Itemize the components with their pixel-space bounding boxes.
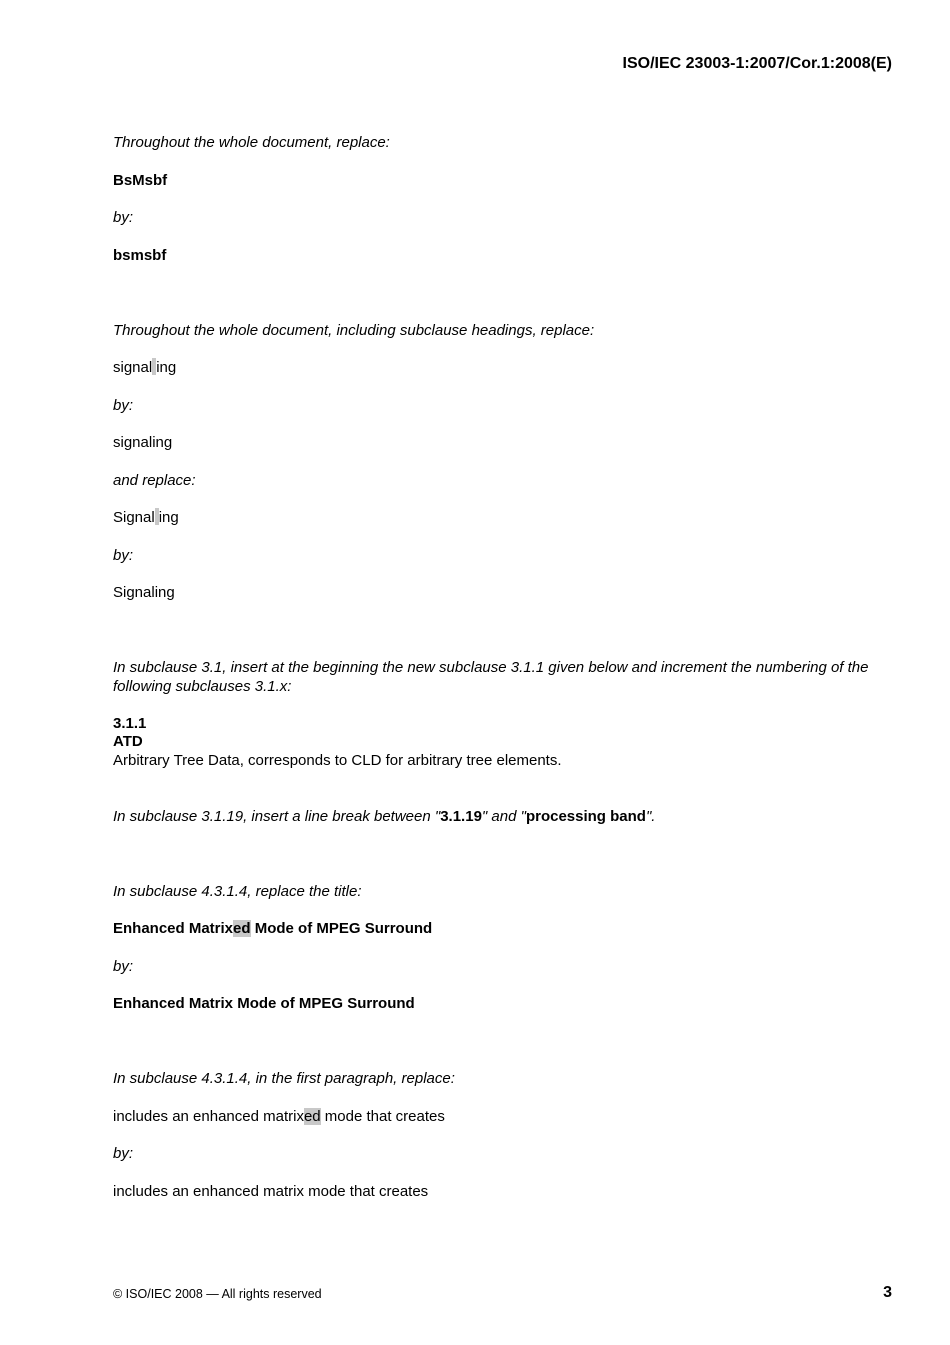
s4-mid: " and " — [481, 808, 526, 825]
s5-new-title: Enhanced Matrix Mode of MPEG Surround — [113, 995, 415, 1012]
s6-new-text: includes an enhanced matrix mode that creates — [113, 1183, 429, 1200]
s3-instruction: In subclause 3.1, insert at the beginning the new subclause 3.1.1 given below and increment the numbering of the following subclauses 3.1.x: — [113, 659, 869, 695]
s1-instruction: Throughout the whole document, replace: — [113, 134, 390, 151]
s6-old-part-a: includes an enhanced matrix — [113, 1108, 304, 1125]
s1-new-text: bsmsbf — [113, 247, 167, 264]
s3-subclause-number: 3.1.1 — [113, 715, 147, 732]
page-number: 3 — [883, 1284, 892, 1301]
s3-definition: Arbitrary Tree Data, corresponds to CLD for arbitrary tree elements. — [113, 752, 562, 769]
s4-pre: In subclause 3.1.19, insert a line break between " — [113, 808, 441, 825]
s4-bold-2: processing band — [525, 808, 646, 825]
s2-new-text-2: Signaling — [113, 584, 175, 601]
s2-and-replace: and replace: — [113, 472, 196, 489]
s2-old-text-2 — [113, 508, 179, 527]
s6-old-highlight: ed — [303, 1108, 321, 1125]
s5-old-part-a: Enhanced Matrix — [113, 920, 234, 937]
s6-by: by: — [113, 1145, 134, 1162]
s2-instruction: Throughout the whole document, including subclause headings, replace: — [113, 322, 595, 339]
s3-term: ATD — [113, 733, 143, 750]
s6-instruction: In subclause 4.3.1.4, in the first paragraph, replace: — [113, 1070, 455, 1087]
s5-old-part-b: Mode of MPEG Surround — [250, 920, 433, 937]
s2-by-1: by: — [113, 397, 134, 414]
s2-old-part-b: ing — [156, 359, 177, 376]
s1-old-text: BsMsbf — [113, 172, 168, 189]
s2-new-text-1: signaling — [113, 434, 173, 451]
document-id-header: ISO/IEC 23003-1:2007/Cor.1:2008(E) — [622, 55, 892, 72]
s4-bold-1: 3.1.19 — [440, 808, 482, 825]
s6-old-text — [113, 1107, 445, 1126]
copyright-footer: © ISO/IEC 2008 — All rights reserved — [113, 1287, 322, 1301]
s2-old2-part-a: Signal — [113, 509, 155, 526]
s5-by: by: — [113, 958, 134, 975]
s2-old-part-a: signal — [113, 359, 153, 376]
s6-old-part-b: mode that creates — [320, 1108, 445, 1125]
s2-old-text — [113, 358, 176, 377]
s5-instruction: In subclause 4.3.1.4, replace the title: — [113, 883, 362, 900]
s2-by-2: by: — [113, 547, 134, 564]
s2-old2-part-b: ing — [158, 509, 179, 526]
s5-old-highlight: ed — [233, 920, 251, 937]
s1-by: by: — [113, 209, 134, 226]
s5-old-title — [113, 919, 432, 938]
s4-instruction — [113, 807, 655, 826]
s4-post: ". — [645, 808, 656, 825]
